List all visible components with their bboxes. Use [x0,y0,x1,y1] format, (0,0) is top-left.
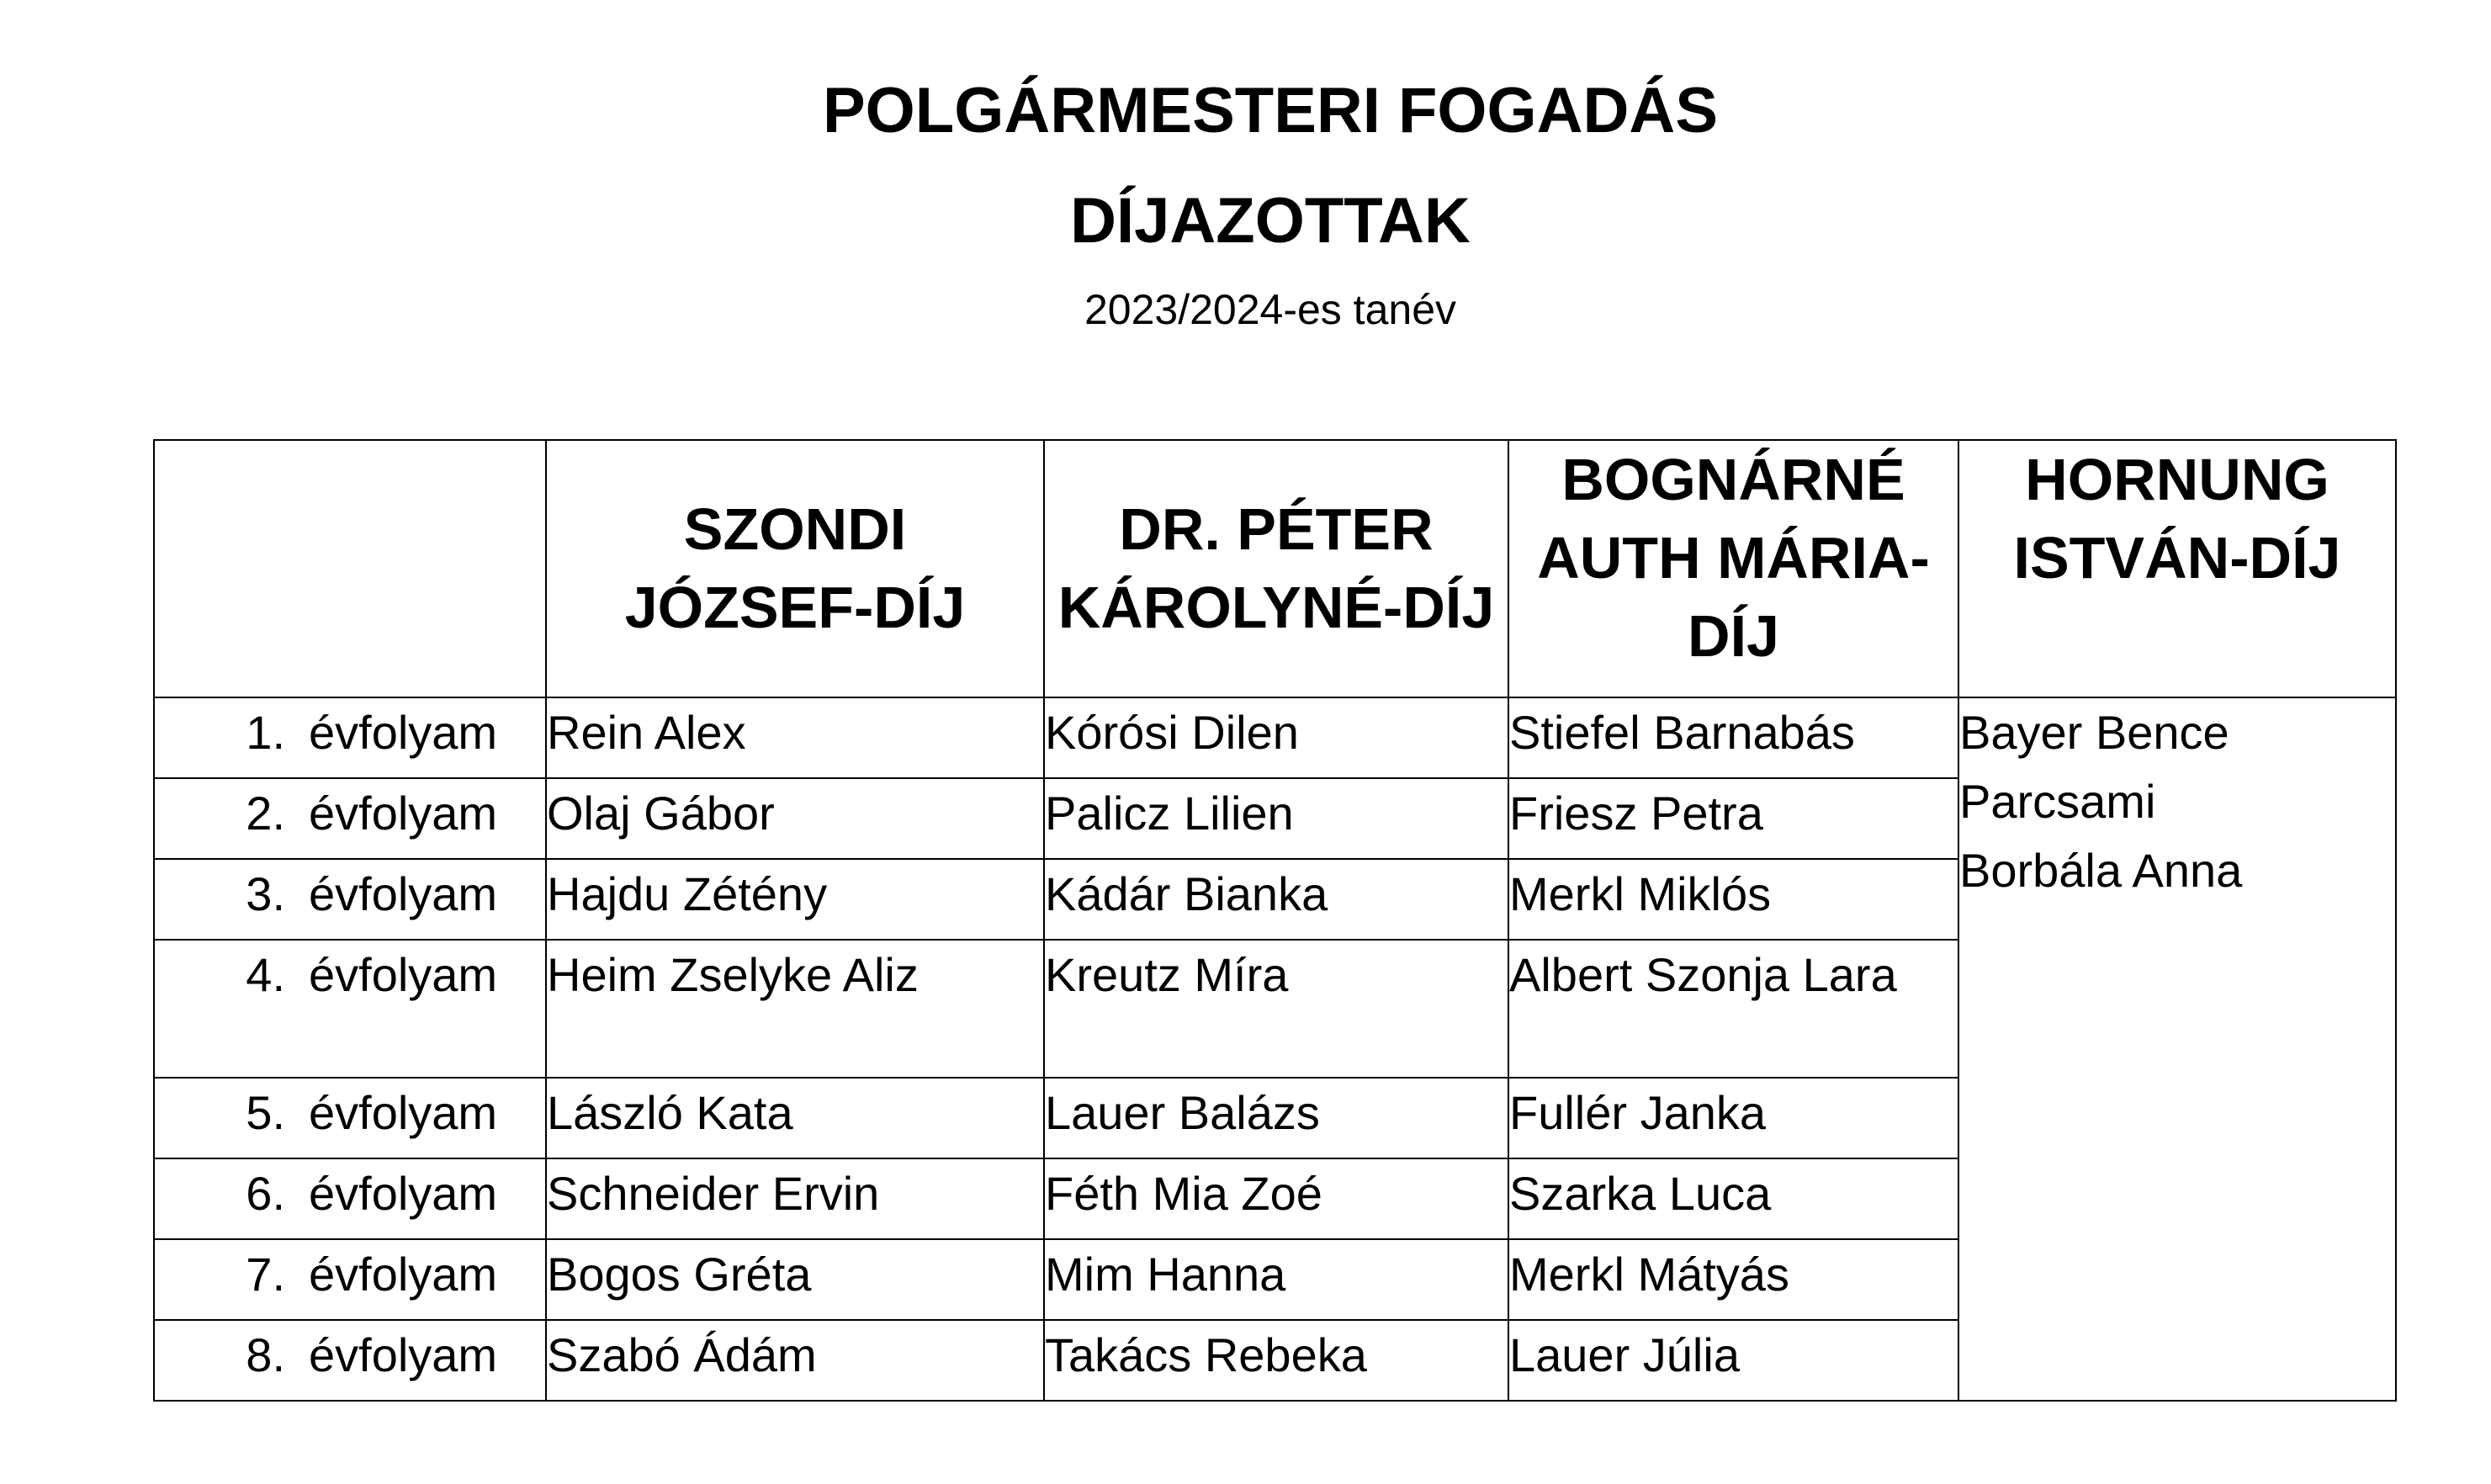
szondi-winner: Szabó Ádám [546,1320,1044,1401]
szondi-winner: Heim Zselyke Aliz [546,940,1044,1078]
grade-cell [154,778,546,859]
peter-winner: Kórósi Dilen [1044,697,1508,778]
grade-label: évfolyam [309,867,498,920]
column-header-line: JÓZSEF-DÍJ [624,575,966,640]
peter-winner: Kádár Bianka [1044,859,1508,940]
bognarne-winner: Fullér Janka [1508,1078,1958,1158]
grade-label: évfolyam [309,948,498,1001]
grade-label: évfolyam [309,1248,498,1301]
bognarne-winner: Merkl Miklós [1508,859,1958,940]
grade-label: évfolyam [309,1086,498,1139]
column-header-line: DÍJ [1688,603,1779,669]
column-header-line: DR. PÉTER [1119,496,1434,562]
peter-winner: Palicz Lilien [1044,778,1508,859]
column-header-hornung [1958,440,2396,697]
hornung-winners-cell [1958,697,2396,1401]
column-header-line: SZONDI [683,496,907,562]
column-header-line: KÁROLYNÉ-DÍJ [1057,575,1495,640]
column-header-peter [1044,440,1508,697]
grade-number: 2. [246,787,285,840]
hornung-winner-line: Bayer Bence [1959,706,2229,759]
peter-winner: Féth Mia Zoé [1044,1158,1508,1239]
szondi-winner: László Kata [546,1078,1044,1158]
szondi-winner: Schneider Ervin [546,1158,1044,1239]
grade-label: évfolyam [309,1167,498,1220]
column-header-line: AUTH MÁRIA- [1537,525,1930,591]
awards-table [153,439,2397,1402]
corner-cell [154,440,546,697]
column-header-line: HORNUNG [2025,447,2329,512]
szondi-winner: Bogos Gréta [546,1239,1044,1320]
grade-cell [154,1239,546,1320]
bognarne-winner: Albert Szonja Lara [1508,940,1958,1078]
hornung-winner-line: Parcsami [1959,775,2156,828]
page-title: POLGÁRMESTERI FOGADÁS [822,75,1719,146]
bognarne-winner: Szarka Luca [1508,1158,1958,1239]
header-row [154,440,2396,697]
grade-number: 8. [246,1328,285,1381]
peter-winner: Lauer Balázs [1044,1078,1508,1158]
szondi-winner: Hajdu Zétény [546,859,1044,940]
grade-label: évfolyam [309,787,498,840]
grade-number: 6. [246,1167,285,1220]
page-subtitle-heading: DÍJAZOTTAK [1070,185,1471,257]
bognarne-winner: Friesz Petra [1508,778,1958,859]
grade-cell [154,1320,546,1401]
peter-winner: Mim Hanna [1044,1239,1508,1320]
grade-number: 5. [246,1086,285,1139]
grade-cell [154,940,546,1078]
grade-number: 7. [246,1248,285,1301]
school-year: 2023/2024-es tanév [1084,286,1457,333]
column-header-line: BOGNÁRNÉ [1561,447,1905,512]
column-header-bognarne [1508,440,1958,697]
grade-cell [154,1078,546,1158]
grade-cell [154,1158,546,1239]
hornung-winner-line: Borbála Anna [1959,844,2243,897]
column-header-szondi [546,440,1044,697]
bognarne-winner: Lauer Júlia [1508,1320,1958,1401]
grade-label: évfolyam [309,706,498,759]
szondi-winner: Rein Alex [546,697,1044,778]
bognarne-winner: Stiefel Barnabás [1508,697,1958,778]
grade-cell [154,859,546,940]
grade-number: 4. [246,948,285,1001]
grade-number: 1. [246,706,285,759]
grade-cell [154,697,546,778]
grade-number: 3. [246,867,285,920]
szondi-winner: Olaj Gábor [546,778,1044,859]
table-row [154,697,2396,778]
column-header-line: ISTVÁN-DÍJ [2013,525,2341,591]
grade-label: évfolyam [309,1328,498,1381]
peter-winner: Kreutz Míra [1044,940,1508,1078]
peter-winner: Takács Rebeka [1044,1320,1508,1401]
bognarne-winner: Merkl Mátyás [1508,1239,1958,1320]
